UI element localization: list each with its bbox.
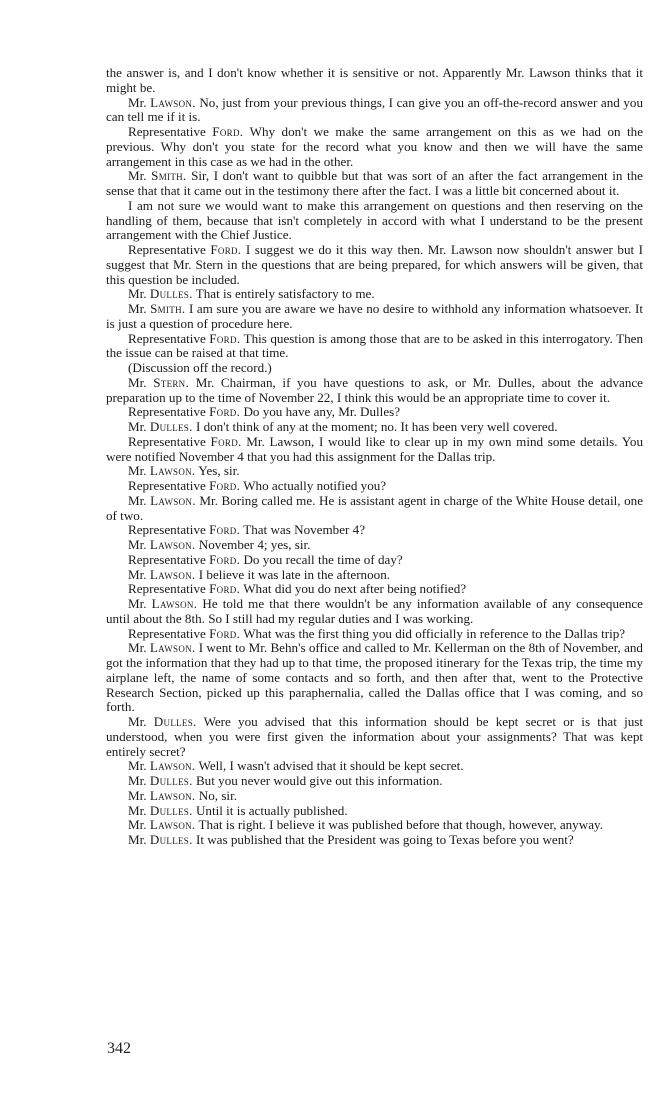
- speech-text: November 4; yes, sir.: [198, 537, 311, 552]
- transcript-paragraph: [106, 405, 643, 420]
- transcript-paragraph: [106, 199, 643, 243]
- speech-text: I am sure you are aware we have no desire to withhold any information whatsoever. It is just a question of procedure here.: [106, 301, 643, 331]
- speaker-title: Mr.: [128, 832, 147, 847]
- speech-text: He told me that there wouldn't be any information available of any consequence until about the 8th. So I still had my regular duties and I was working.: [106, 596, 643, 626]
- speech-text: Mr. Lawson, I would like to clear up in my own mind some details. You were notified November 4 that you had this assignment for the Dallas trip.: [106, 433, 643, 464]
- speaker-title: Representative: [128, 551, 206, 567]
- transcript-paragraph: [106, 332, 643, 362]
- speaker-title: Mr.: [128, 758, 147, 774]
- speaker-name: Dulles.: [149, 773, 193, 788]
- transcript-paragraph: [106, 774, 643, 789]
- speaker-name: Lawson.: [149, 787, 196, 803]
- transcript-paragraph: [106, 553, 643, 568]
- speaker-name: Lawson.: [149, 640, 196, 656]
- speaker-name: Stern.: [153, 374, 190, 390]
- speech-text: It was published that the President was going to Texas before you went?: [195, 832, 574, 847]
- transcript-paragraph: [106, 96, 643, 126]
- speaker-name: Ford.: [210, 242, 242, 257]
- transcript-paragraph: [106, 125, 643, 169]
- speaker-title: Mr.: [128, 714, 147, 729]
- speaker-name: Ford.: [209, 404, 241, 420]
- speech-text: Sir, I don't want to quibble but that was sort of an after the fact arrangement in the sense that that it came out in the testimony there after the fact. I was a little bit concerned about it.: [106, 168, 643, 198]
- speaker-title: Representative: [128, 124, 206, 139]
- transcript-paragraph: [106, 287, 643, 302]
- speaker-name: Ford.: [209, 478, 241, 493]
- speech-text: the answer is, and I don't know whether it is sensitive or not. Apparently Mr. Lawson thinks that it might be.: [106, 65, 643, 95]
- speaker-title: Mr.: [128, 566, 147, 582]
- speaker-name: Ford.: [210, 433, 242, 449]
- speaker-title: Mr.: [128, 802, 147, 818]
- speaker-title: Mr.: [128, 301, 147, 316]
- speaker-title: Mr.: [128, 94, 147, 110]
- speaker-title: Mr.: [128, 817, 147, 833]
- speech-text: That is right. I believe it was published before that though, however, anyway.: [198, 817, 603, 833]
- speech-text: No, just from your previous things, I can give you an off-the-record answer and you can tell me if it is.: [106, 94, 643, 125]
- transcript-paragraph: [106, 302, 643, 332]
- transcript-paragraph: [106, 523, 643, 538]
- transcript-paragraph: [106, 538, 643, 553]
- speech-text: Do you have any, Mr. Dulles?: [243, 404, 401, 420]
- transcript-paragraph: [106, 568, 643, 583]
- transcript-paragraph: [106, 66, 643, 96]
- speaker-title: Representative: [128, 522, 206, 538]
- speech-text: Mr. Chairman, if you have questions to ask, or Mr. Dulles, about the advance preparation up to the time of November 22, I think this would be an appropriate time to cover it.: [106, 374, 643, 405]
- speaker-title: Mr.: [128, 286, 147, 302]
- speaker-name: Ford.: [212, 124, 244, 139]
- speaker-title: Representative: [128, 625, 206, 641]
- speaker-name: Dulles.: [149, 286, 193, 302]
- speech-text: What did you do next after being notified?: [243, 581, 467, 597]
- speaker-name: Dulles.: [149, 802, 193, 818]
- speaker-name: Lawson.: [150, 492, 196, 508]
- speech-text: I suggest we do it this way then. Mr. Lawson now shouldn't answer but I suggest that Mr. Stern in the questions that are being prepared, for which answers will be given, that this question be included.: [106, 242, 643, 287]
- speaker-title: Mr.: [128, 419, 147, 434]
- speech-text: Why don't we make the same arrangement on this as we had on the previous. Why don't you state for the record what you know and then we will have the same arrangement in this case as we had in the other.: [106, 124, 644, 169]
- speaker-name: Ford.: [209, 581, 241, 597]
- speaker-name: Dulles.: [149, 419, 193, 434]
- speaker-title: Representative: [128, 433, 206, 449]
- speech-text: Do you recall the time of day?: [243, 551, 403, 567]
- speaker-name: Ford.: [209, 522, 241, 538]
- speech-text: I believe it was late in the afternoon.: [198, 566, 391, 582]
- speaker-title: Mr.: [128, 596, 147, 611]
- transcript-paragraph: [106, 582, 643, 597]
- transcript-paragraph: [106, 479, 643, 494]
- speaker-title: Representative: [128, 330, 206, 346]
- speech-text: That was November 4?: [243, 522, 366, 538]
- speaker-name: Smith.: [151, 168, 187, 184]
- speech-text: I am not sure we would want to make this arrangement on questions and then reserving on the handling of them, because that isn't completely in accord with what I understand to be the present arrangement with the Chief Justice.: [106, 197, 643, 243]
- speaker-name: Lawson.: [150, 94, 196, 110]
- transcript-paragraph: [106, 376, 643, 406]
- transcript-paragraph: [106, 494, 643, 524]
- speaker-name: Lawson.: [149, 463, 196, 479]
- transcript-paragraph: [106, 420, 643, 435]
- speaker-name: Lawson.: [149, 817, 196, 833]
- transcript-paragraph: [106, 464, 643, 479]
- speech-text: Well, I wasn't advised that it should be kept secret.: [198, 758, 464, 774]
- transcript-paragraph: [106, 804, 643, 819]
- speech-text: Yes, sir.: [198, 463, 240, 479]
- speech-text: I went to Mr. Behn's office and called to Mr. Kellerman on the 8th of November, and got the information that they had up to that time, the proposed itinerary for the Texas trip, the time my airplane left, the name of some contacts and so forth, and then after that, went to the Protective Research Section, picked up this paraphernalia, called the Dallas office that I was coming, and so forth.: [106, 640, 643, 715]
- transcript-paragraph: [106, 833, 643, 848]
- speaker-title: Mr.: [128, 773, 147, 788]
- speaker-name: Ford.: [209, 551, 241, 567]
- transcript-paragraph: [106, 243, 643, 287]
- speaker-title: Mr.: [128, 492, 147, 508]
- speaker-title: Mr.: [128, 537, 147, 552]
- speaker-title: Mr.: [128, 463, 147, 479]
- transcript-paragraph: [106, 597, 643, 627]
- speaker-name: Ford.: [209, 330, 241, 346]
- transcript-paragraph: [106, 361, 643, 376]
- speaker-name: Smith.: [150, 301, 186, 316]
- speaker-title: Representative: [128, 242, 206, 257]
- speaker-name: Ford.: [209, 625, 241, 641]
- speech-text: Until it is actually published.: [195, 802, 348, 818]
- speaker-name: Lawson.: [149, 537, 196, 552]
- speaker-title: Representative: [128, 478, 206, 493]
- transcript-body: [106, 66, 643, 848]
- speech-text: But you never would give out this information.: [195, 773, 443, 788]
- speaker-name: Dulles.: [153, 714, 197, 729]
- speaker-title: Mr.: [128, 374, 147, 390]
- speech-text: Mr. Boring called me. He is assistant agent in charge of the White House detail, one of two.: [106, 492, 644, 523]
- speaker-title: Mr.: [128, 168, 147, 184]
- speech-text: Who actually notified you?: [243, 478, 387, 493]
- speaker-title: Representative: [128, 404, 206, 420]
- transcript-paragraph: [106, 169, 643, 199]
- speech-text: This question is among those that are to be asked in this interrogatory. Then the issue can be raised at that time.: [106, 330, 643, 361]
- transcript-paragraph: [106, 715, 643, 759]
- speech-text: Were you advised that this information should be kept secret or is that just understood, when you were first given the information about your assignments? That was kept entirely secret?: [106, 714, 643, 759]
- transcript-paragraph: [106, 641, 643, 715]
- speech-text: I don't think of any at the moment; no. It has been very well covered.: [195, 419, 558, 434]
- speaker-name: Lawson.: [149, 758, 196, 774]
- transcript-paragraph: [106, 627, 643, 642]
- speech-text: What was the first thing you did officially in reference to the Dallas trip?: [243, 625, 626, 641]
- speaker-name: Lawson.: [149, 566, 196, 582]
- page-number: 342: [107, 1040, 131, 1057]
- speaker-title: Mr.: [128, 640, 147, 656]
- speaker-name: Dulles.: [149, 832, 193, 847]
- speaker-name: Lawson.: [151, 596, 198, 611]
- speaker-title: Mr.: [128, 787, 147, 803]
- transcript-paragraph: [106, 789, 643, 804]
- speech-text: No, sir.: [198, 787, 237, 803]
- speaker-title: Representative: [128, 581, 206, 597]
- transcript-paragraph: [106, 435, 643, 465]
- transcript-paragraph: [106, 759, 643, 774]
- transcript-paragraph: [106, 818, 643, 833]
- speech-text: That is entirely satisfactory to me.: [195, 286, 375, 302]
- speech-text: (Discussion off the record.): [128, 360, 272, 375]
